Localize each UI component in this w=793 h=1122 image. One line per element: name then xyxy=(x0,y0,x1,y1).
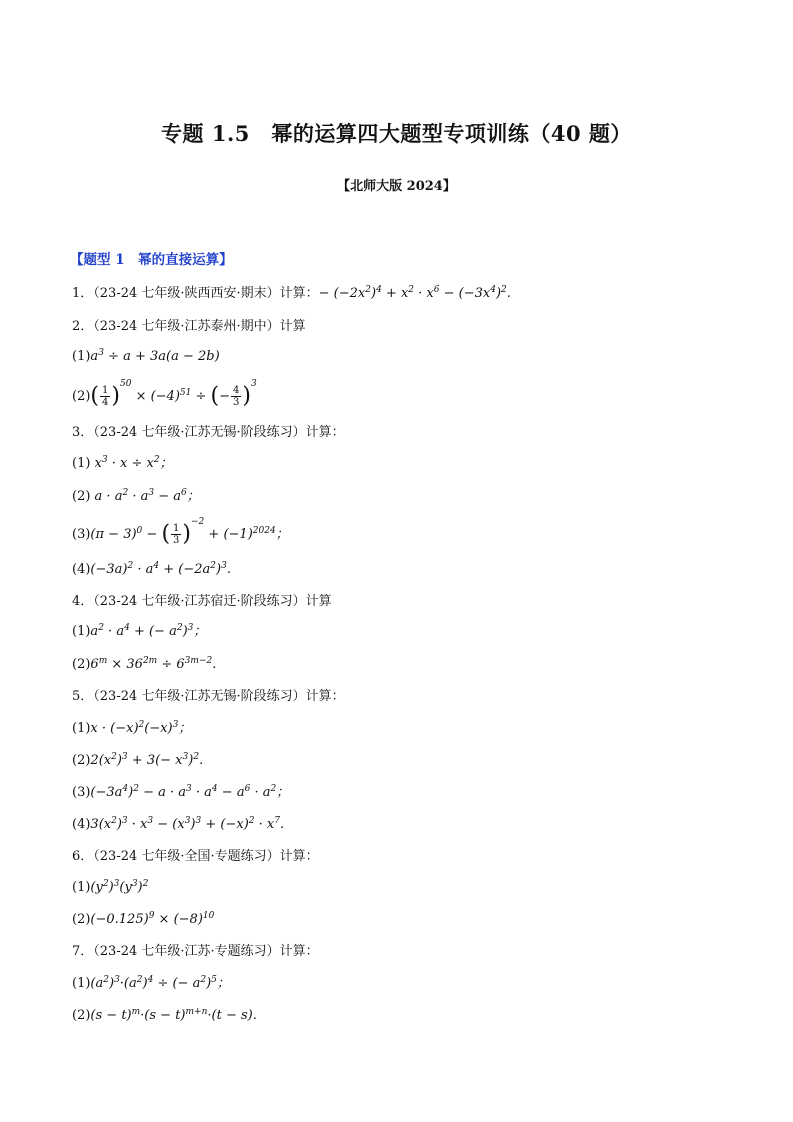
section-heading: 【题型 1 幂的直接运算】 xyxy=(70,252,233,268)
question-3-part-1: (1) $x^3 \cdot x \div x^2$； xyxy=(72,455,173,471)
question-3: 3．（23-24 七年级·江苏无锡·阶段练习）计算： xyxy=(72,425,345,440)
document-subtitle: 【北师大版 2024】 xyxy=(337,179,456,194)
question-6-part-1: $(1)(y^2)^3(y^3)^2$ xyxy=(72,879,149,895)
question-4-part-1: $(1)a^2 \cdot a^4$ + (− $a^2)^3$； xyxy=(72,623,207,639)
question-2-part-1: $(1)a^3 \div a + 3a(a - 2b)$ xyxy=(72,348,220,364)
question-7-part-2: $(2)(s - t)^m\cdot(s - t)^{m+n}\cdot(t - s)$. xyxy=(72,1007,257,1023)
question-1 xyxy=(72,284,511,304)
question-5-part-3: $(3)(-3a^4)^2 - a \cdot a^3 \cdot a^4 - a^6 \cdot a^2$； xyxy=(72,784,290,800)
question-3-part-4: $(4)(-3a)^2 \cdot a^4 + (-2a^2)^3$. xyxy=(72,561,231,577)
question-1-label: 1．（23-24 七年级·陕西西安·期末）计算： xyxy=(72,286,319,301)
question-5-part-4: $(4)3(x^2)^3 \cdot x^3 - (x^3)^3 + (-x)^2 \cdot x^7$. xyxy=(72,816,285,832)
question-7: 7．（23-24 七年级·江苏·专题练习）计算： xyxy=(72,944,319,959)
question-5-part-2: $(2)2(x^2)^3 + 3(- x^3)^2$. xyxy=(72,752,204,768)
question-3-part-3: $(3)(\pi - 3)^0$ − ( $\frac{1}{3}$ )$^{-2} + (-1)^{2024}$； xyxy=(72,517,289,547)
document-title: 专题 1.5 幂的运算四大题型专项训练（40 题） xyxy=(161,121,632,146)
question-3-part-2: (2) $a \cdot a^2 \cdot a^3 - a^6$； xyxy=(72,488,200,504)
question-5-part-1: $(1)x \cdot (-x)^2(-x)^3$； xyxy=(72,720,192,736)
question-2-part-2: (2)( $\frac{1}{4}$ )$^{50} \times (-4)^{51}$ ÷ (− $\frac{4}{3}$ )$^3$ xyxy=(72,379,257,409)
question-1-expression: − $(-2x^2)^4 + x^2 \cdot x^6 - (-3x^4)^2$. xyxy=(318,285,511,301)
question-6-part-2: $(2)(-0.125)^9 \times (-8)^{10}$ xyxy=(72,911,215,927)
question-6: 6．（23-24 七年级·全国·专题练习）计算： xyxy=(72,849,319,864)
question-4-part-2: $(2)6^m \times 36^{2m} \div 6^{3m-2}$. xyxy=(72,656,217,672)
question-5: 5．（23-24 七年级·江苏无锡·阶段练习）计算： xyxy=(72,689,345,704)
question-4: 4．（23-24 七年级·江苏宿迁·阶段练习）计算 xyxy=(72,594,332,609)
question-2: 2．（23-24 七年级·江苏泰州·期中）计算 xyxy=(72,319,306,334)
question-7-part-1: $(1)(a^2)^3\cdot(a^2)^4$ ÷ (− $a^2)^5$； xyxy=(72,975,230,991)
